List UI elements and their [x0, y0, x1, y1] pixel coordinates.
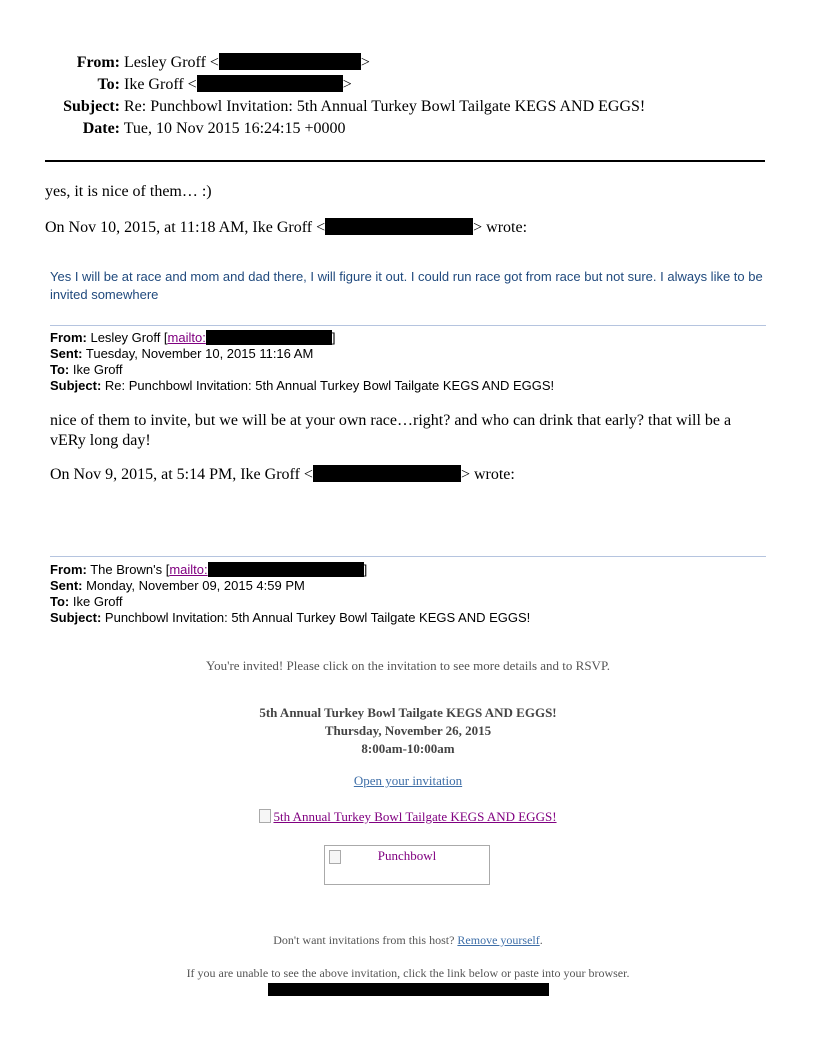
msg3-to: To: Ike Groff	[50, 594, 123, 609]
unsubscribe-text: Don't want invitations from this host?	[273, 933, 455, 947]
msg2-meta	[50, 330, 554, 394]
msg2-quote-intro: On Nov 9, 2015, at 5:14 PM, Ike Groff < > wrote:	[50, 466, 515, 483]
fallback-text: If you are unable to see the above invitation, click the link below or paste into your browser.	[186, 966, 630, 980]
date-value: Tue, 10 Nov 2015 16:24:15 +0000	[123, 120, 346, 137]
header-divider	[45, 160, 765, 162]
msg2-to: To: Ike Groff	[50, 362, 123, 377]
unsubscribe-row: Don't want invitations from this host? Remove yourself.	[273, 933, 543, 947]
ike-reply-text: Yes I will be at race and mom and dad there, I will figure it out. I could run race got from race but not sure. I always like to be invited somewhere	[50, 269, 763, 302]
subject-value: Re: Punchbowl Invitation: 5th Annual Turkey Bowl Tailgate KEGS AND EGGS!	[124, 98, 646, 115]
redacted-email	[206, 330, 332, 345]
msg2-from: From: Lesley Groff [mailto: ]	[50, 330, 336, 345]
from-value: Lesley Groff <	[124, 54, 219, 71]
redacted-email	[197, 75, 343, 92]
invitation-image-link[interactable]	[259, 808, 556, 825]
punchbowl-alt: Punchbowl	[377, 848, 437, 863]
msg3-sent: Sent: Monday, November 09, 2015 4:59 PM	[50, 578, 305, 593]
msg2-sent: Sent: Tuesday, November 10, 2015 11:16 AM	[50, 346, 314, 361]
quote1-intro: On Nov 10, 2015, at 11:18 AM, Ike Groff < > wrote:	[45, 219, 528, 236]
msg2-subject: Subject: Re: Punchbowl Invitation: 5th Annual Turkey Bowl Tailgate KEGS AND EGGS!	[50, 378, 555, 393]
from-label: From:	[76, 54, 120, 71]
event-date: Thursday, November 26, 2015	[324, 723, 492, 738]
open-invitation-link[interactable]: Open your invitation	[353, 773, 463, 788]
mailto-link[interactable]: mailto:	[167, 330, 206, 345]
to-label: To:	[97, 76, 120, 93]
quote-divider	[50, 325, 766, 326]
email-header-to: To: Ike Groff < >	[0, 74, 700, 96]
redacted-email	[208, 562, 364, 577]
msg3-meta	[50, 562, 530, 626]
punchbowl-logo-image[interactable]	[324, 845, 490, 885]
remove-yourself-link[interactable]: Remove yourself	[457, 933, 540, 947]
invitation-image-row	[0, 808, 816, 826]
subject-label: Subject:	[63, 98, 120, 115]
to-value: Ike Groff <	[124, 76, 197, 93]
email-header-date	[0, 118, 700, 140]
event-time: 8:00am-10:00am	[361, 741, 455, 756]
msg2-body: nice of them to invite, but we will be at your own race…right? and who can drink that early? that will be a vERy long day!	[50, 412, 732, 449]
broken-image-icon	[259, 809, 271, 823]
invitation-image-alt: 5th Annual Turkey Bowl Tailgate KEGS AND EGGS!	[273, 809, 557, 824]
invite-intro: You're invited! Please click on the invitation to see more details and to RSVP.	[206, 658, 610, 673]
email-header-subject	[0, 96, 700, 118]
reply-line: yes, it is nice of them… :)	[45, 183, 212, 200]
mailto-link[interactable]: mailto:	[169, 562, 208, 577]
event-details	[0, 704, 816, 758]
msg3-from: From: The Brown's [mailto: ]	[50, 562, 368, 577]
redacted-email	[325, 218, 473, 235]
open-invitation-row	[0, 772, 816, 790]
redacted-fallback-link[interactable]	[268, 983, 549, 996]
email-header-from: From: Lesley Groff < >	[0, 52, 700, 74]
redacted-email	[219, 53, 361, 70]
redacted-email	[313, 465, 461, 482]
quote-divider	[50, 556, 766, 557]
date-label: Date:	[82, 120, 120, 137]
event-title: 5th Annual Turkey Bowl Tailgate KEGS AND EGGS!	[259, 705, 557, 720]
msg3-subject: Subject: Punchbowl Invitation: 5th Annual Turkey Bowl Tailgate KEGS AND EGGS!	[50, 610, 531, 625]
broken-image-icon	[329, 850, 341, 864]
